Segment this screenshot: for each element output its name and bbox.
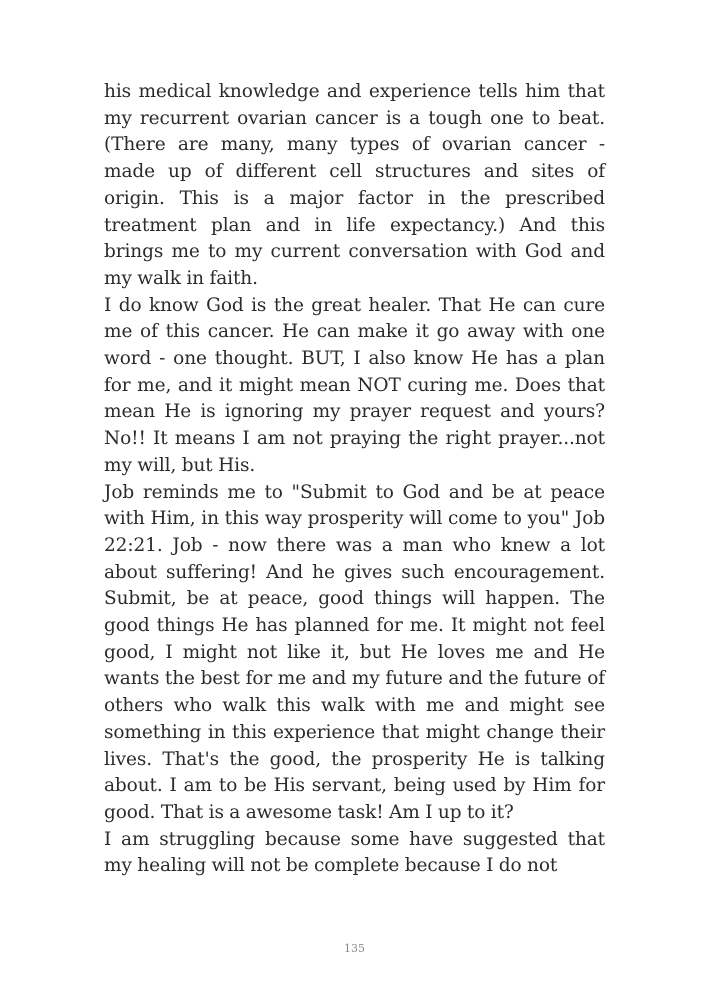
paragraph-2: I do know God is the great healer. That He can cure me of this cancer. He can make it go away with one word - one thought. BUT, I also know He has a plan for me, and it might mean NOT curing me. Does that mean He is ignoring my prayer request and yours? No!! It means I am not praying the right prayer...not my will, but His. xyxy=(104,294,605,476)
paragraph-3: Job reminds me to "Submit to God and be at peace with Him, in this way prosperity will come to you" Job 22:21. Job - now there was a man who knew a lot about suffering! And he gives such encouragement. Submit, be at peace, good things will happen. The good things He has planned for me. It might not feel good, I might not like it, but He loves me and He wants the best for me and my future and the future of others who walk this walk with me and might see something in this experience that might change their lives. That's the good, the prosperity He is talking about. I am to be His servant, being used by Him for good. That is a awesome task! Am I up to it? xyxy=(104,481,605,823)
paragraph-1: his medical knowledge and experience tells him that my recurrent ovarian cancer is a tough one to beat. (There are many, many types of ovarian cancer - made up of different cell structures and sites of origin. This is a major factor in the prescribed treatment plan and in life expectancy.) And this brings me to my current conversation with God and my walk in faith. xyxy=(104,81,605,289)
body-text xyxy=(104,79,605,880)
page-number: 135 xyxy=(344,942,365,955)
paragraph-4: I am struggling because some have suggested that my healing will not be complete because I do not xyxy=(104,828,605,877)
